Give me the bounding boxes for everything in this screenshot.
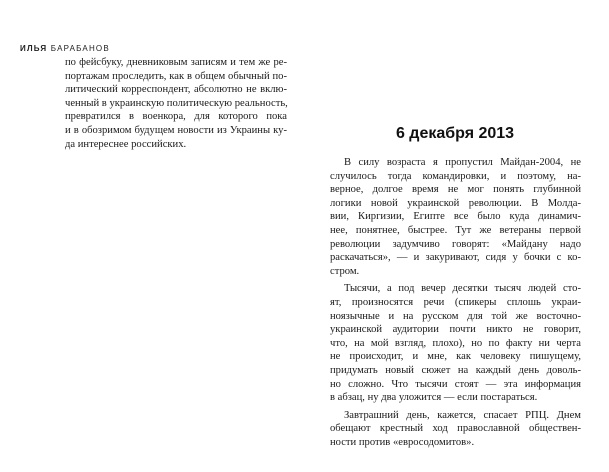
paragraph-line: В силу возраста я пропустил Майдан-2004, не [344, 157, 581, 168]
paragraph-line: что, на мой взгляд, плохо), но по факту ни черта [330, 337, 581, 349]
paragraph-2 [330, 282, 581, 404]
paragraph-line: ноязычные и на русском для той же восточно- [330, 310, 581, 322]
paragraph-line: революции задумчиво говорят: «Майдану надо [330, 238, 581, 250]
left-page-text [65, 56, 287, 151]
paragraph-line: нее, понятнее, быстрее. Тут же ветераны первой [330, 224, 581, 236]
left-text-line: портажам проследить, как в общем обычный по- [65, 70, 287, 82]
paragraph-line: верное, долгое время не мог понять глубинной [330, 184, 581, 196]
running-head-author-last: БАРАБАНОВ [50, 44, 110, 53]
paragraph-line: вии, Киргизии, Египте все было куда динамич- [330, 211, 581, 223]
paragraph-line: не происходит, и мне, как человеку пишущему, [330, 351, 581, 363]
left-text-line: превратился в военкора, для которого пока [65, 111, 287, 123]
running-head-author-first: ИЛЬЯ [20, 44, 48, 53]
paragraph-line: Тысячи, а под вечер десятки тысяч людей сто- [344, 283, 581, 295]
paragraph-line: ят, произносятся речи (спикеры сплошь украи- [330, 296, 581, 308]
chapter-title: 6 декабря 2013 [395, 125, 515, 142]
paragraph-line: придумать новый сюжет на каждый день доволь- [330, 364, 581, 376]
paragraph-line: Завтрашний день, кажется, спасает РПЦ. Днем [344, 409, 581, 421]
left-text-line: и в обозримом будущем новости из Украины ку- [65, 124, 287, 136]
paragraph-line: но сложно. Что тысячи стоят — эта информация [330, 378, 581, 390]
paragraph-line: украинской аудитории почти никто не говорит, [330, 324, 581, 336]
left-text-line: литический корреспондент, абсолютно не вклю- [65, 84, 287, 96]
paragraph-1 [330, 156, 581, 278]
paragraph-line: ности против «евросодомитов». [330, 436, 475, 448]
paragraph-line: раскачаться», — и закуривают, сидя у бочки с ко- [330, 252, 581, 264]
left-text-line: ченный в украинскую политическую реальность, [65, 97, 288, 109]
paragraph-line: логики новой украинской революции. В Молда- [330, 197, 581, 209]
left-text-line: да интереснее российских. [65, 138, 187, 150]
paragraph-line: случилось тогда командировки, и поэтому, на- [330, 170, 581, 182]
paragraph-line: стром. [330, 265, 360, 277]
left-text-line: по фейсбуку, дневниковым записям и тем же ре- [65, 57, 287, 68]
paragraph-line: в абзац, ну два уложится — если постараться. [330, 392, 538, 404]
running-head [20, 44, 110, 53]
paragraph-3 [330, 409, 581, 450]
right-page-text [330, 156, 581, 453]
paragraph-line: обещают крестный ход православной обществен- [330, 423, 581, 435]
